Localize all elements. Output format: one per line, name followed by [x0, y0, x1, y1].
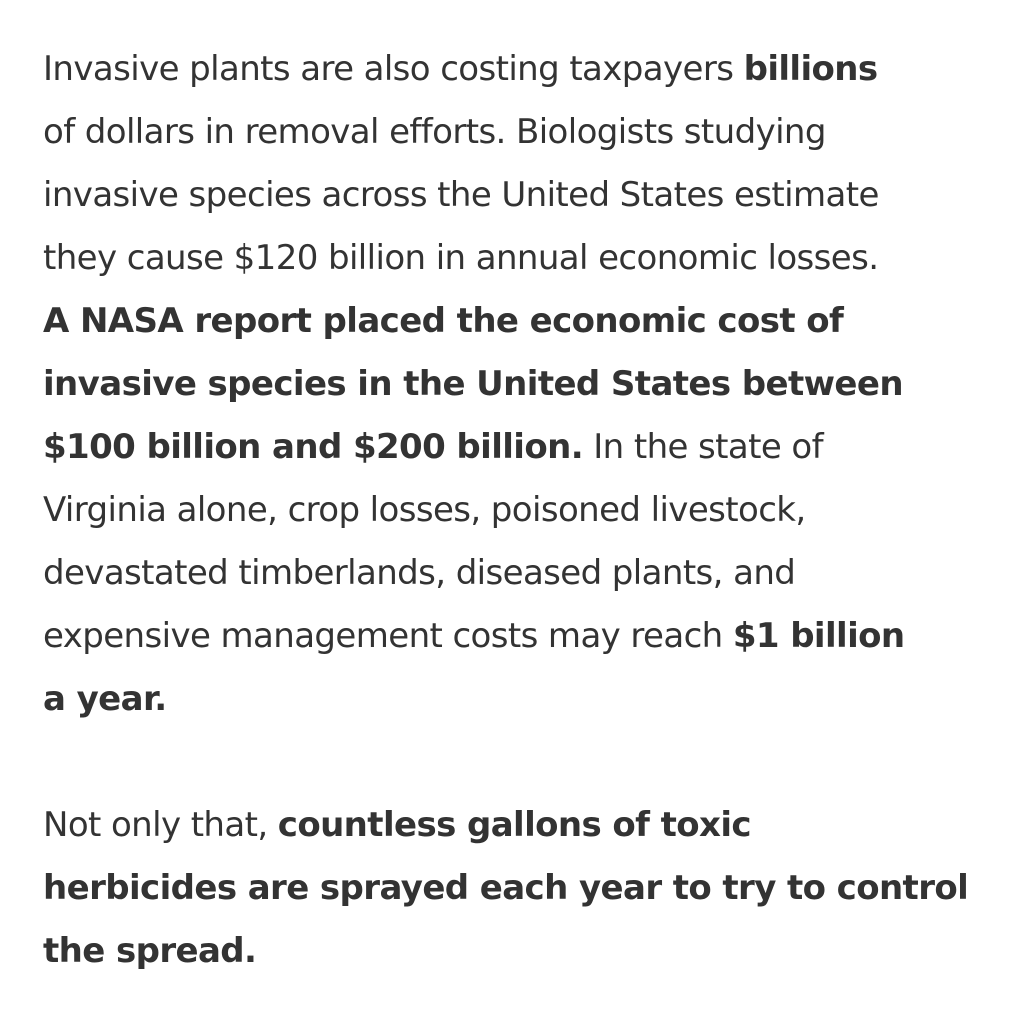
text-line: [43, 794, 994, 857]
bold-text-line: a year.: [43, 679, 167, 719]
bold-text-run: $1 billion: [732, 616, 905, 656]
text-line: [43, 605, 994, 668]
bold-text-line: A NASA report placed the economic cost of: [43, 301, 844, 341]
text-run: Invasive plants are also costing taxpayers: [43, 49, 744, 89]
text-line: [43, 38, 994, 101]
bold-text-line: herbicides are sprayed each year to try to control: [43, 868, 969, 908]
bold-text-line: the spread.: [43, 931, 257, 971]
text-line: invasive species across the United States estimate: [43, 175, 879, 215]
text-line: of dollars in removal efforts. Biologists studying: [43, 112, 826, 152]
paragraph-herbicides: [43, 794, 994, 983]
bold-text-line: invasive species in the United States between: [43, 364, 903, 404]
text-run: expensive management costs may reach: [43, 616, 733, 656]
paragraph-invasive-costs: [43, 38, 994, 731]
bold-text-run: billions: [743, 49, 878, 89]
bold-text-run: $100 billion and $200 billion.: [43, 427, 584, 467]
bold-text-run: countless gallons of toxic: [277, 805, 751, 845]
text-line: [43, 416, 994, 479]
text-line: devastated timberlands, diseased plants, and: [43, 553, 796, 593]
text-line: they cause $120 billion in annual economic losses.: [43, 238, 879, 278]
text-run: In the state of: [583, 427, 823, 467]
text-line: Virginia alone, crop losses, poisoned livestock,: [43, 490, 806, 530]
text-run: Not only that,: [43, 805, 278, 845]
